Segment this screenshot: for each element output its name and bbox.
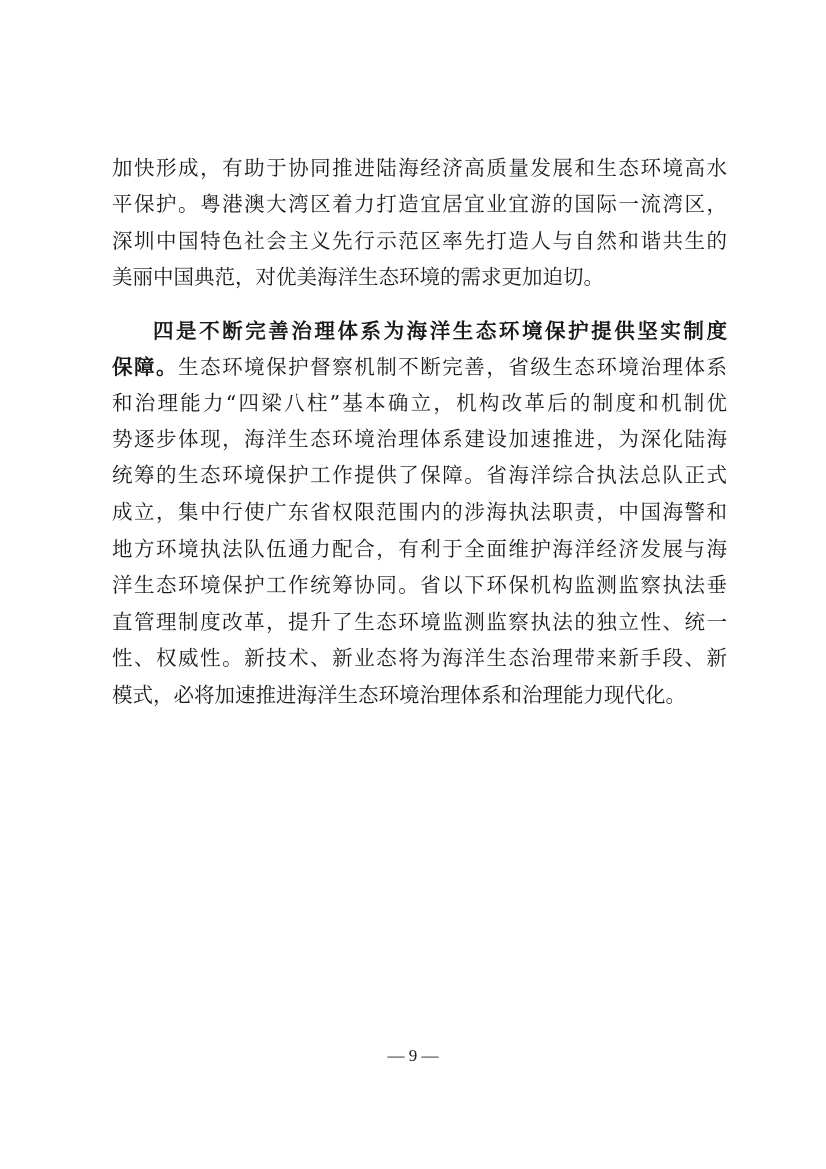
paragraph-2-line-6: 成立，集中行使广东省权限范围内的涉海执法职责，中国海警和	[112, 500, 727, 524]
paragraph-2-line-5: 统筹的生态环境保护工作提供了保障。省海洋综合执法总队正式	[112, 463, 727, 487]
page-number: — 9 —	[387, 1046, 439, 1065]
paragraph-2-line-2	[112, 349, 727, 385]
paragraph-2-line-3: 和治理能力“四梁八柱”基本确立，机构改革后的制度和机制优	[112, 391, 727, 415]
paragraph-1-line-2: 平保护。粤港澳大湾区着力打造宜居宜业宜游的国际一流湾区，	[112, 192, 727, 216]
paragraph-2-line-7: 地方环境执法队伍通力配合，有利于全面维护海洋经济发展与海	[112, 537, 727, 561]
paragraph-2-line-10: 性、权威性。新技术、新业态将为海洋生态治理带来新手段、新	[112, 646, 727, 670]
paragraph-2-line-8: 洋生态环境保护工作统筹协同。省以下环保机构监测监察执法垂	[112, 573, 727, 597]
paragraph-2-line-9: 直管理制度改革，提升了生态环境监测监察执法的独立性、统一	[112, 610, 727, 634]
paragraph-2-heading: 四是不断完善治理体系为海洋生态环境保护提供坚实制度	[153, 319, 727, 343]
paragraph-2-line-11: 模式，必将加速推进海洋生态环境治理体系和治理能力现代化。	[112, 683, 686, 707]
paragraph-1-line-1: 加快形成，有助于协同推进陆海经济高质量发展和生态环境高水	[112, 156, 727, 180]
paragraph-1-line-3: 深圳中国特色社会主义先行示范区率先打造人与自然和谐共生的	[112, 229, 727, 253]
paragraph-2-heading-end: 保障。	[112, 355, 179, 379]
paragraph-2-line-4: 势逐步体现，海洋生态环境治理体系建设加速推进，为深化陆海	[112, 427, 727, 451]
paragraph-1-line-4: 美丽中国典范，对优美海洋生态环境的需求更加迫切。	[112, 265, 604, 289]
paragraph-2-line-2-text: 生态环境保护督察机制不断完善，省级生态环境治理体系	[178, 355, 728, 379]
